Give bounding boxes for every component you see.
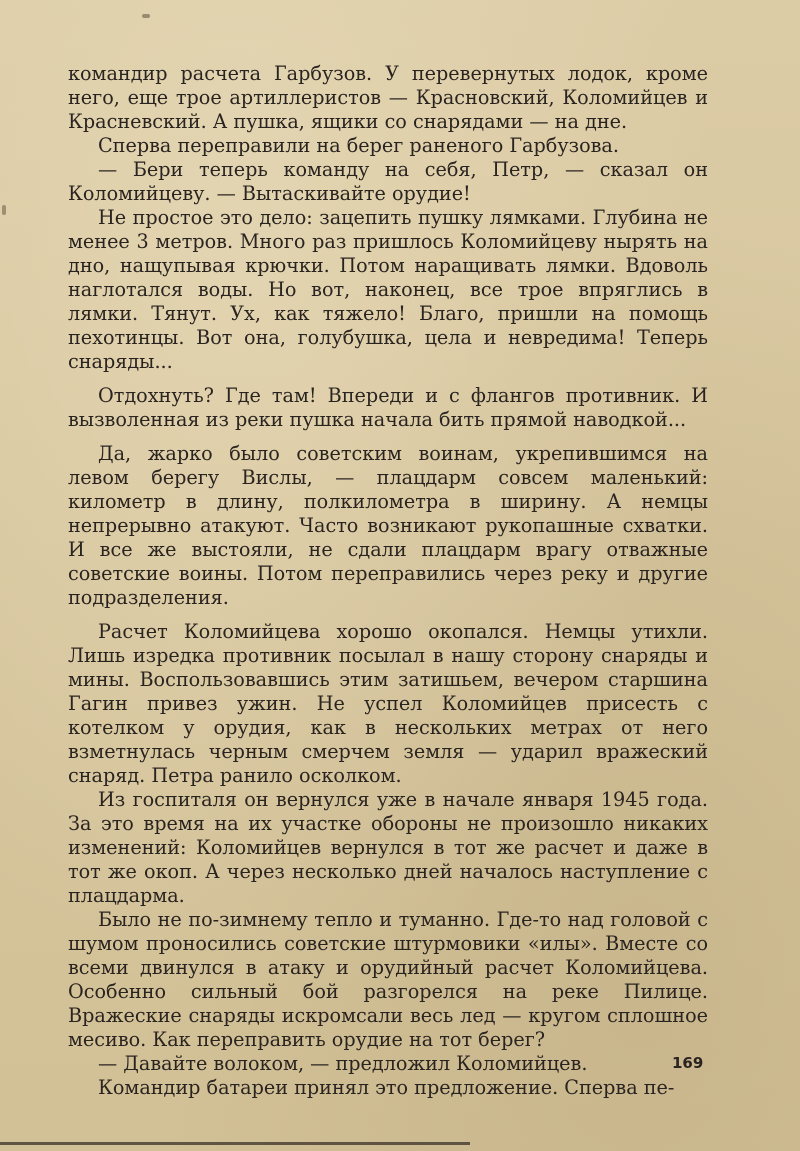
page-body-text: [68, 62, 708, 1100]
paragraph: — Давайте волоком, — предложил Коломийцев.: [98, 1052, 588, 1075]
paragraph: — Бери теперь команду на себя, Петр, — сказал он Коломийцеву. — Вытаскивайте орудие!: [68, 158, 708, 205]
print-mark: [2, 205, 6, 215]
page-number: 169: [672, 1054, 704, 1072]
paragraph: Отдохнуть? Где там! Впереди и с флангов противник. И вызволенная из реки пушка начала бить прямой наводкой...: [68, 384, 708, 431]
paragraph: Не простое это дело: зацепить пушку лямками. Глубина не менее 3 метров. Много раз пришлось Коломийцеву нырять на дно, нащупывая крючки. Потом наращивать лямки. Вдоволь наглотался воды. Но вот, наконец, все трое впряглись в лямки. Тянут. Ух, как тяжело! Благо, пришли на помощь пехотинцы. Вот она, голубушка, цела и невредима! Теперь снаряды...: [68, 206, 708, 373]
paragraph: Расчет Коломийцева хорошо окопался. Немцы утихли. Лишь изредка противник посылал в нашу сторону снаряды и мины. Воспользовавшись этим затишьем, вечером старшина Гагин привез ужин. Не успел Коломийцев присесть с котелком у орудия, как в нескольких метрах от него взметнулась черным смерчем земля — ударил вражеский снаряд. Петра ранило осколком.: [68, 620, 708, 787]
paragraph: Было не по-зимнему тепло и туманно. Где-то над головой с шумом проносились советские штурмовики «илы». Вместе со всеми двинулся в атаку и орудийный расчет Коломийцева. Особенно сильный бой разгорелся на реке Пилице. Вражеские снаряды искромсали весь лед — кругом сплошное месиво. Как переправить орудие на тот берег?: [68, 908, 708, 1051]
paragraph: Из госпиталя он вернулся уже в начале января 1945 года. За это время на их участке обороны не произошло никаких изменений: Коломийцев вернулся в тот же расчет и даже в тот же окоп. А через несколько дней началось наступление с плацдарма.: [68, 788, 708, 907]
paragraph: Да, жарко было советским воинам, укрепившимся на левом берегу Вислы, — плацдарм совсем маленький: километр в длину, полкилометра в ширину. А немцы непрерывно атакуют. Часто возникают рукопашные схватки. И все же выстояли, не сдали плацдарм врагу отважные советские воины. Потом переправились через реку и другие подразделения.: [68, 442, 708, 609]
print-mark: [142, 14, 150, 18]
paragraph: Командир батареи принял это предложение. Сперва пе-: [98, 1076, 675, 1099]
paragraph: командир расчета Гарбузов. У перевернутых лодок, кроме него, еще трое артиллеристов — Красновский, Коломийцев и Красневский. А пушка, ящики со снарядами — на дне.: [68, 62, 708, 133]
paragraph: Сперва переправили на берег раненого Гарбузова.: [98, 134, 619, 157]
scan-edge-line: [0, 1142, 470, 1145]
